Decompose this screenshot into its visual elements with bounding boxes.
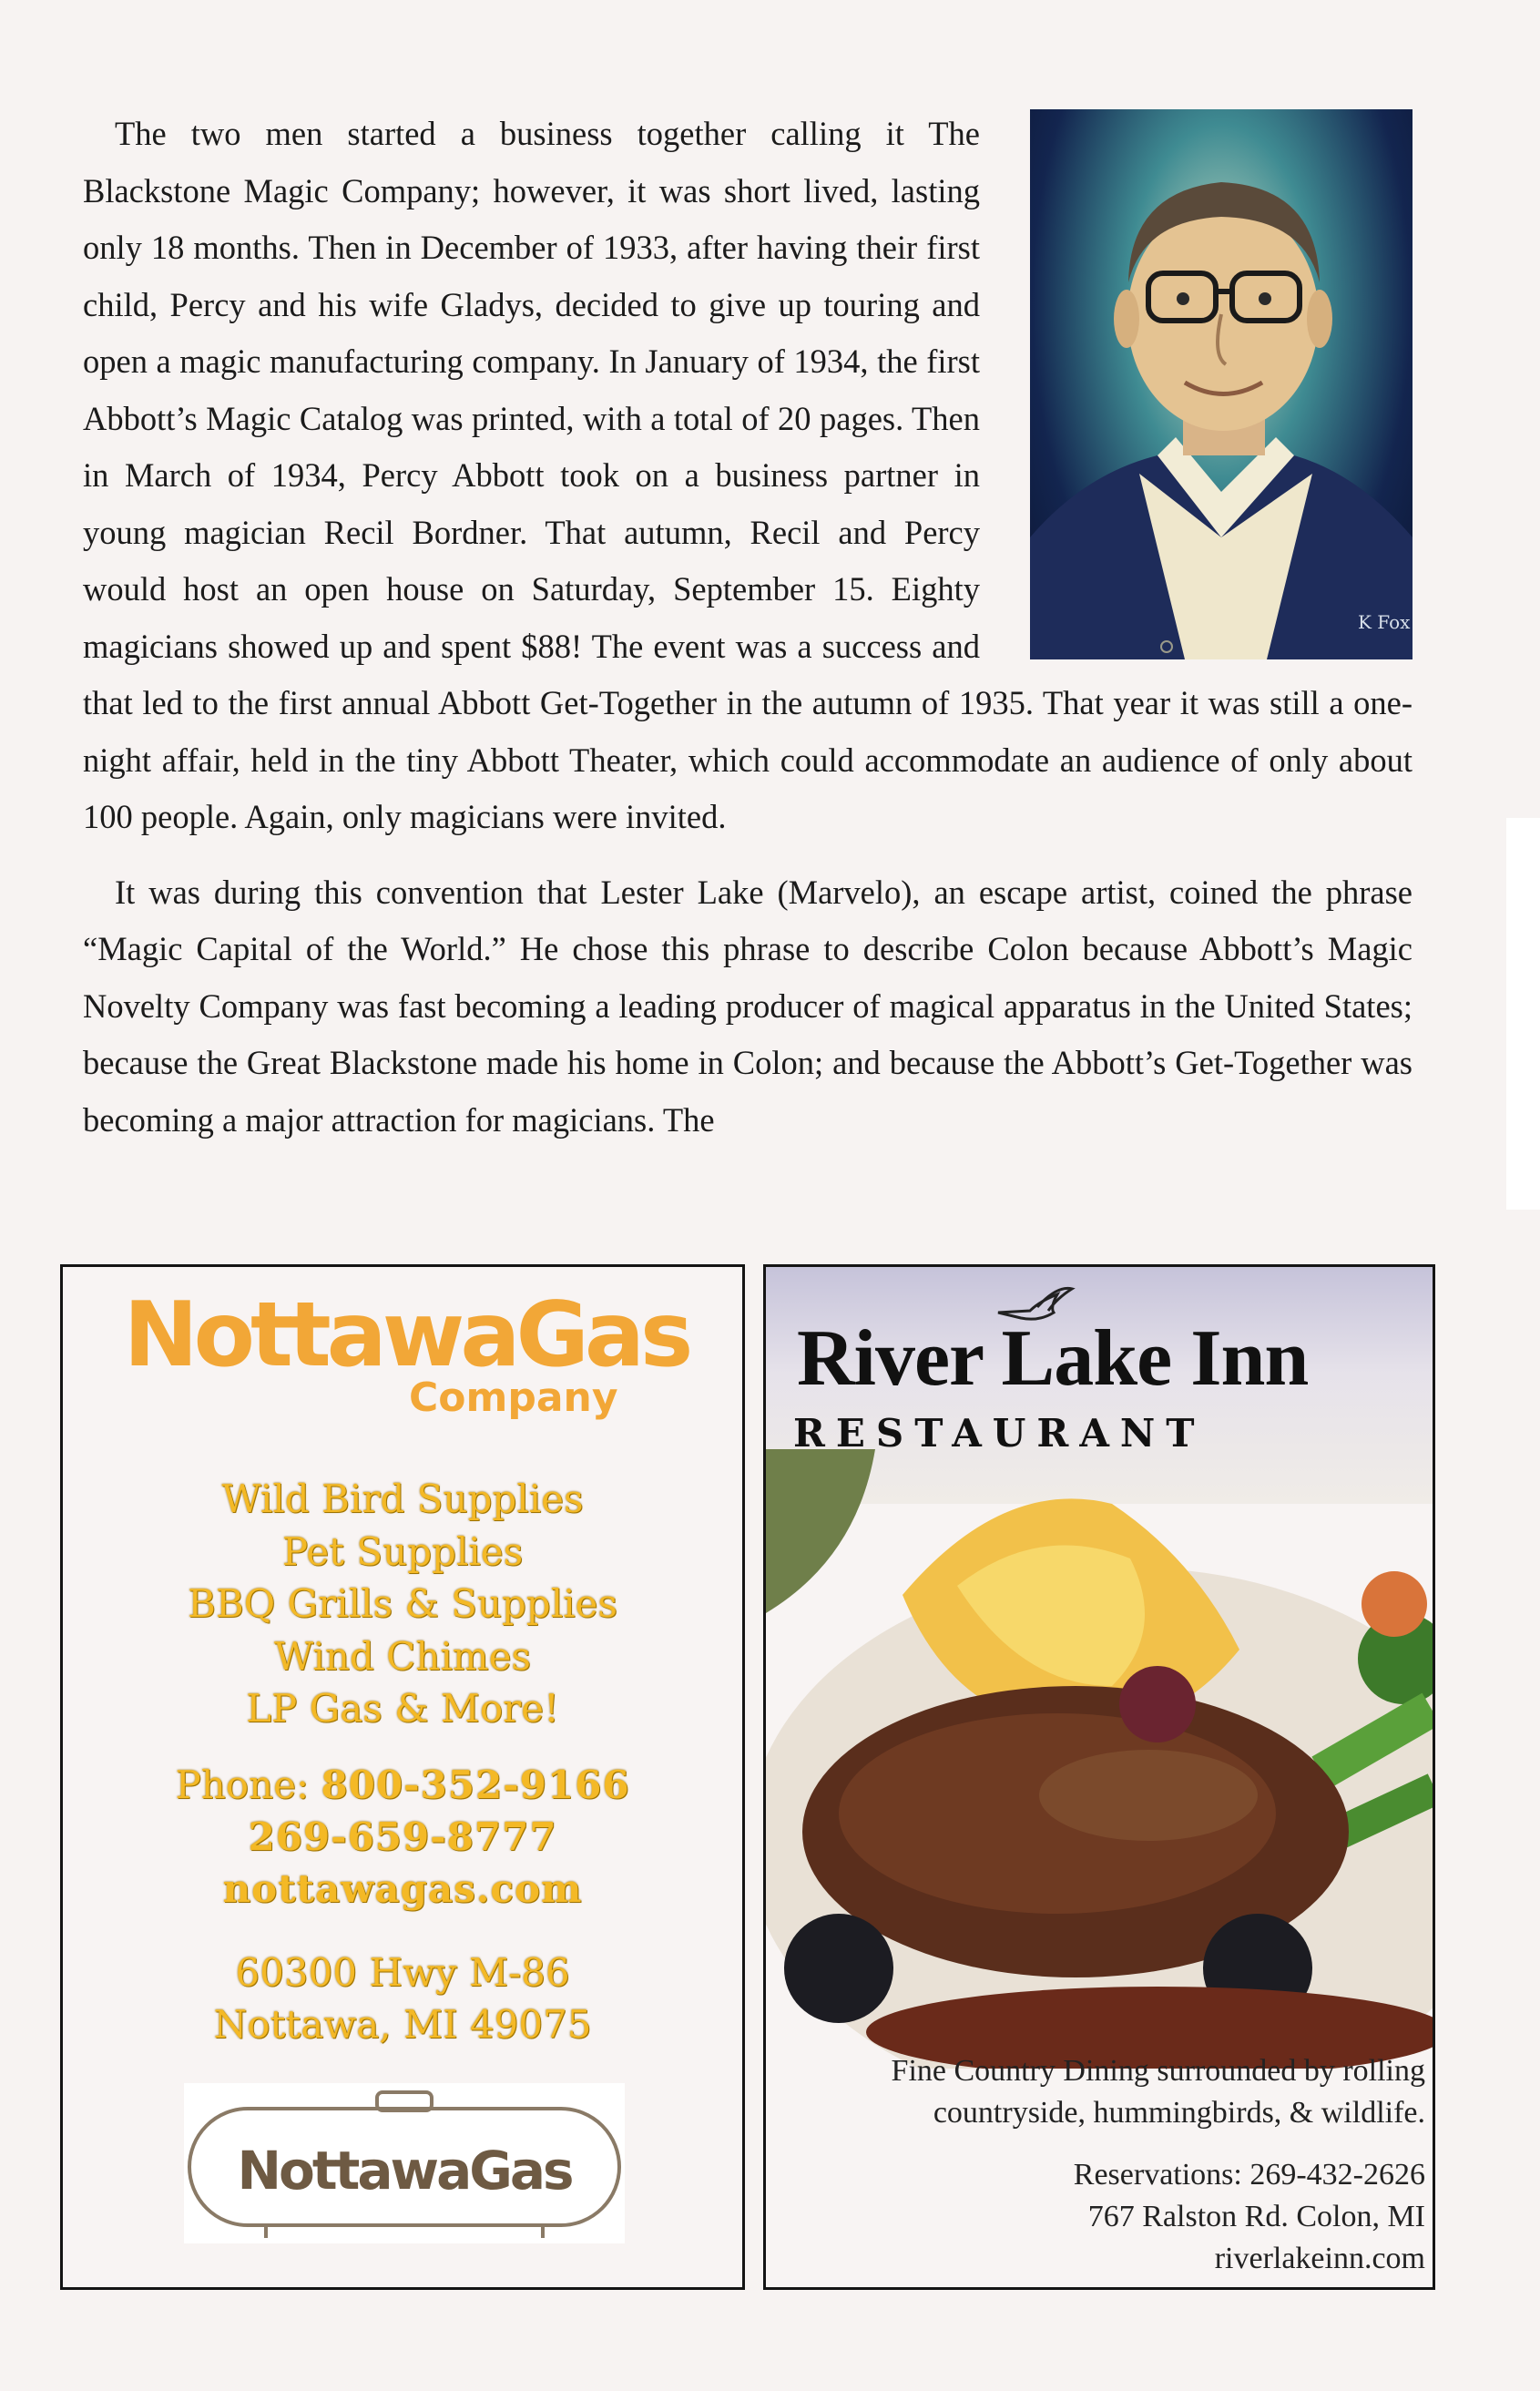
- nottawa-gas-logo: NottawaGas: [123, 1283, 689, 1387]
- restaurant-name: River Lake Inn: [797, 1314, 1309, 1403]
- tagline-line-1: Fine Country Dining surrounded by rolling: [891, 2054, 1425, 2088]
- article-body: [83, 106, 1413, 1167]
- product-item: Pet Supplies: [281, 1528, 524, 1574]
- phone-2[interactable]: 269-659-8777: [248, 1814, 557, 1859]
- article-paragraph-1: The two men started a business together calling it The Blackstone Magic Company; however, it was short lived, lasting only 18 months. Then in December of 1933, after having their first child, Percy and his wife Gladys, decided to give up touring and open a magic manufacturing company. In January of 1934, the first Abbott’s Magic Catalog was printed, with a total of 20 pages. Then in March of 1934, Percy Abbott took on a business partner in young magician Recil Bordner. That autumn, Recil and Percy would host an open house on Saturday, September 15. Eighty magicians showed up and spent $88! The event was a success and that led to the first annual Abbott Get-Together in the autumn of 1935. That year it was still a one-night affair, held in the tiny Abbott Theater, which could accommodate an audience of only about 100 people. Again, only magicians were invited.: [83, 115, 1413, 835]
- product-item: Wild Bird Supplies: [221, 1476, 584, 1521]
- propane-tank-logo: [184, 2083, 625, 2243]
- address-block: [63, 1947, 742, 2050]
- tagline-line-2: countryside, hummingbirds, & wildlife.: [933, 2096, 1425, 2130]
- page-edge-strip: [1506, 818, 1540, 1210]
- website-link[interactable]: nottawagas.com: [222, 1866, 583, 1911]
- contact-info: [788, 2154, 1425, 2280]
- river-lake-inn-ad[interactable]: [763, 1264, 1435, 2290]
- product-item: LP Gas & More!: [246, 1686, 559, 1731]
- restaurant-subtitle: RESTAURANT: [793, 1411, 1206, 1456]
- tagline: [788, 2050, 1425, 2134]
- website-link[interactable]: riverlakeinn.com: [1214, 2242, 1425, 2275]
- product-item: BBQ Grills & Supplies: [188, 1581, 617, 1626]
- product-item: Wind Chimes: [273, 1633, 531, 1679]
- nottawa-gas-ad[interactable]: [60, 1264, 745, 2290]
- article-paragraph-2: It was during this convention that Lester Lake (Marvelo), an escape artist, coined the phrase “Magic Capital of the World.” He chose this phrase to describe Colon because Abbott’s Magic Novelty Company was fast becoming a leading producer of magical apparatus in the United States; because the Great Blackstone made his home in Colon; and because the Abbott’s Get-Together was becoming a major attraction for magicians. The: [83, 873, 1413, 1139]
- nottawa-gas-logo-company: Company: [409, 1374, 618, 1421]
- tank-logo-text: NottawaGas: [237, 2140, 572, 2202]
- portrait-signature: K Fox: [1358, 611, 1411, 633]
- contact-block: [63, 1759, 742, 1915]
- reservations-phone[interactable]: Reservations: 269-432-2626: [1073, 2158, 1425, 2192]
- phone-1[interactable]: 800-352-9166: [321, 1763, 630, 1807]
- product-list: [63, 1473, 742, 1735]
- address-line-1: 60300 Hwy M-86: [235, 1950, 570, 1995]
- address-line-2: Nottawa, MI 49075: [213, 2002, 592, 2047]
- phone-label: Phone:: [175, 1763, 310, 1807]
- address-line: 767 Ralston Rd. Colon, MI: [1087, 2200, 1425, 2233]
- food-photo: [766, 1449, 1435, 2069]
- portrait-illustration: [1030, 109, 1413, 659]
